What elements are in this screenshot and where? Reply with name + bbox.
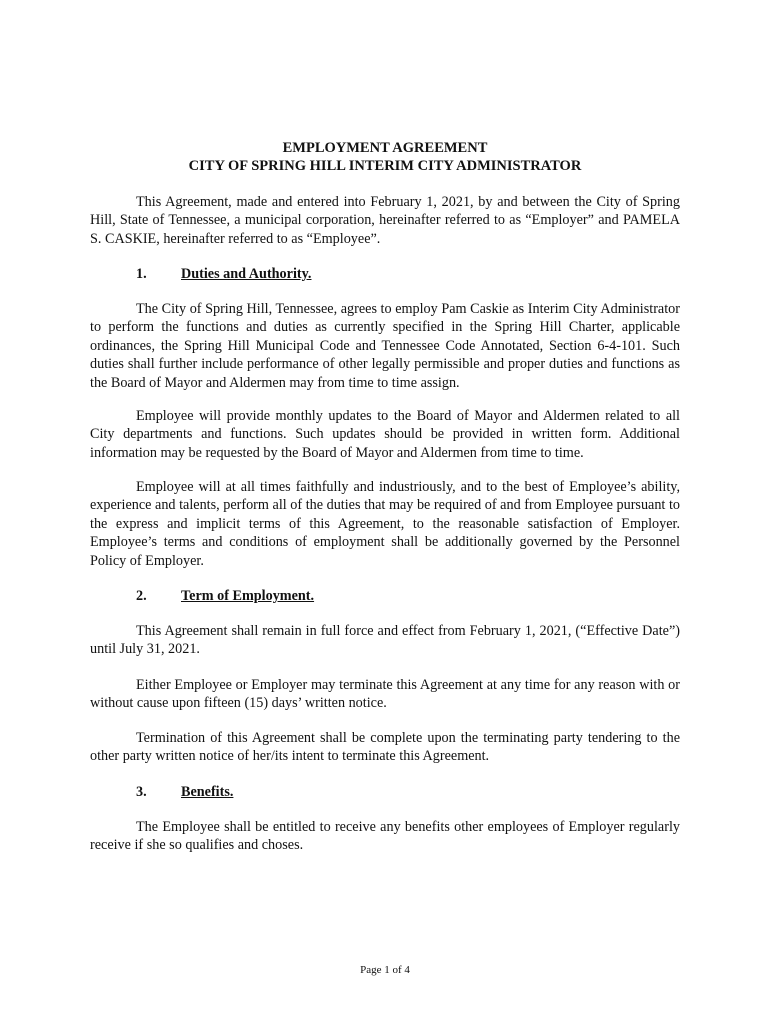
section-paragraph: The Employee shall be entitled to receive any benefits other employees of Employer regularly receive if she so qualifies and choses. xyxy=(90,819,680,854)
section-paragraph: This Agreement shall remain in full force and effect from February 1, 2021, (“Effective Date”) until July 31, 2021. xyxy=(90,623,680,658)
page-number: Page 1 of 4 xyxy=(360,964,410,976)
section-heading-benefits xyxy=(136,783,233,801)
section-title: Benefits. xyxy=(181,784,234,800)
section-title: Term of Employment. xyxy=(181,588,315,604)
section-title: Duties and Authority. xyxy=(181,266,312,282)
document-title: EMPLOYMENT AGREEMENT xyxy=(282,140,488,156)
document-subtitle: CITY OF SPRING HILL INTERIM CITY ADMINISTRATOR xyxy=(188,158,582,174)
section-number: 2. xyxy=(136,588,147,604)
section-number: 1. xyxy=(136,266,147,282)
section-paragraph: Either Employee or Employer may terminate this Agreement at any time for any reason with or without cause upon fifteen (15) days’ written notice. xyxy=(90,677,680,712)
section-paragraph: Employee will at all times faithfully and industriously, and to the best of Employee’s ability, experience and talents, perform all of the duties that may be required of and from Employee pursuant to the express and implicit terms of this Agreement, to the reasonable satisfaction of Employer. Employee’s terms and conditions of employment shall be additionally governed by the Personnel Policy of Employer. xyxy=(90,479,680,569)
section-number: 3. xyxy=(136,784,147,800)
section-heading-term xyxy=(136,587,314,605)
section-heading-duties xyxy=(136,265,311,283)
section-paragraph: Termination of this Agreement shall be complete upon the terminating party tendering to the other party written notice of her/its intent to terminate this Agreement. xyxy=(90,730,680,765)
section-paragraph: Employee will provide monthly updates to the Board of Mayor and Aldermen related to all City departments and functions. Such updates should be provided in written form. Additional information may be requested by the Board of Mayor and Aldermen from time to time. xyxy=(90,408,680,461)
intro-paragraph: This Agreement, made and entered into February 1, 2021, by and between the City of Spring Hill, State of Tennessee, a municipal corporation, hereinafter referred to as “Employer” and PAMELA S. CASKIE, hereinafter referred to as “Employee”. xyxy=(90,194,680,247)
section-paragraph: The City of Spring Hill, Tennessee, agrees to employ Pam Caskie as Interim City Administrator to perform the functions and duties as currently specified in the Spring Hill Charter, applicable ordinances, the Spring Hill Municipal Code and Tennessee Code Annotated, Section 6-4-101. Such duties shall further include performance of other legally permissible and proper duties and functions as the Board of Mayor and Aldermen may from time to time assign. xyxy=(90,301,680,391)
